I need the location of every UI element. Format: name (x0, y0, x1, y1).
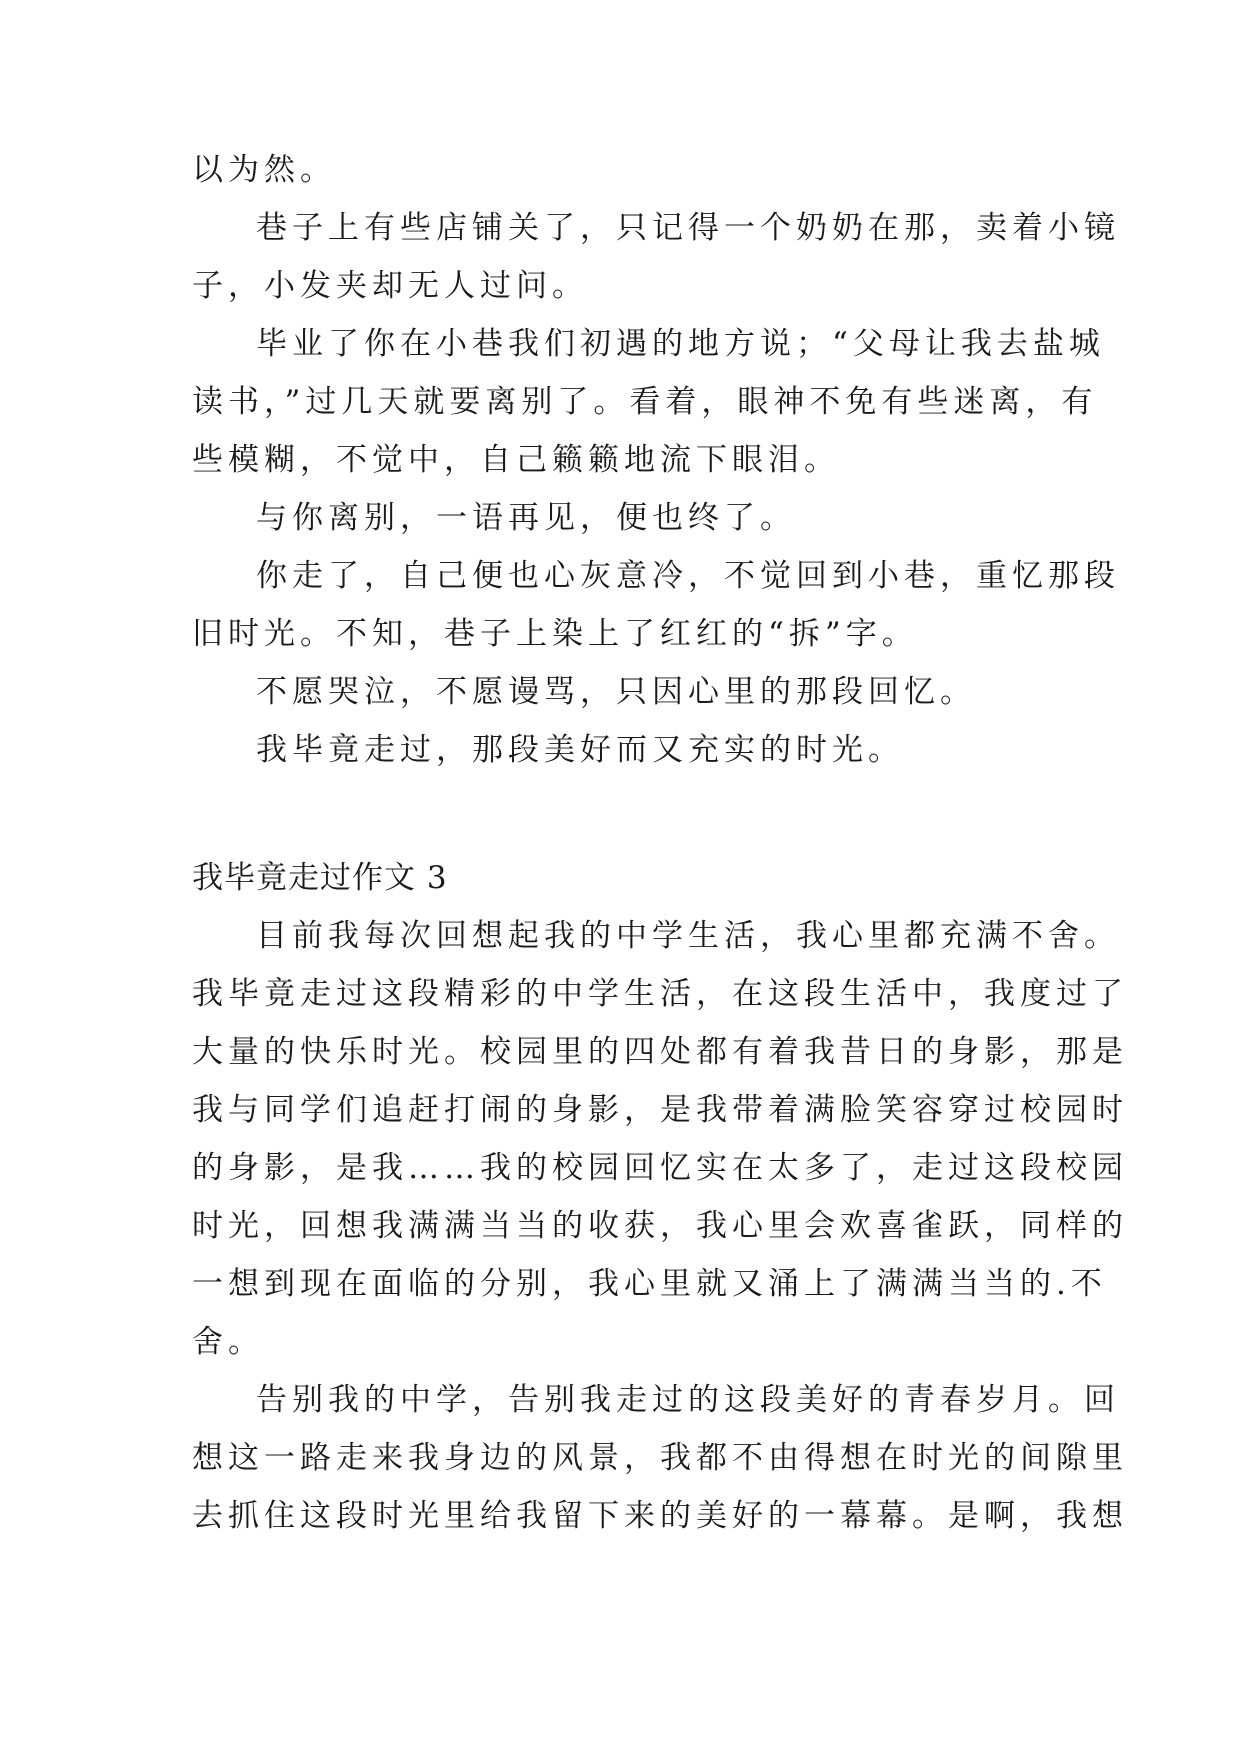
text-line: 一想到现在面临的分别，我心里就又涌上了满满当当的.不 (192, 1266, 1107, 1302)
paragraph-line: 目前我每次回想起我的中学生活，我心里都充满不舍。 (256, 918, 1120, 954)
text-line: 我毕竟走过这段精彩的中学生活，在这段生活中，我度过了 (192, 976, 1128, 1012)
text-line: 以为然。 (192, 152, 336, 188)
paragraph-line: 毕业了你在小巷我们初遇的地方说；“父母让我去盐城 (256, 326, 1105, 362)
text-line: 去抓住这段时光里给我留下来的美好的一幕幕。是啊，我想 (192, 1498, 1128, 1534)
paragraph-line: 与你离别，一语再见，便也终了。 (256, 500, 796, 536)
paragraph-line: 你走了，自己便也心灰意冷，不觉回到小巷，重忆那段 (256, 558, 1120, 594)
text-line: 时光，回想我满满当当的收获，我心里会欢喜雀跃，同样的 (192, 1208, 1128, 1244)
paragraph-line: 巷子上有些店铺关了，只记得一个奶奶在那，卖着小镜 (256, 210, 1120, 246)
text-line: 旧时光。不知，巷子上染上了红红的“拆”字。 (192, 616, 918, 652)
text-line: 想这一路走来我身边的风景，我都不由得想在时光的间隙里 (192, 1440, 1128, 1476)
text-line: 的身影，是我……我的校园回忆实在太多了，走过这段校园 (192, 1150, 1128, 1186)
text-line: 舍。 (192, 1324, 264, 1360)
text-line: 我与同学们追赶打闹的身影，是我带着满脸笑容穿过校园时 (192, 1092, 1128, 1128)
text-line: 子，小发夹却无人过问。 (192, 268, 588, 304)
text-line: 大量的快乐时光。校园里的四处都有着我昔日的身影，那是 (192, 1034, 1128, 1070)
paragraph-line: 我毕竟走过，那段美好而又充实的时光。 (256, 732, 904, 768)
paragraph-line: 告别我的中学，告别我走过的这段美好的青春岁月。回 (256, 1382, 1120, 1418)
text-line: 些模糊，不觉中，自己籁籁地流下眼泪。 (192, 442, 840, 478)
text-line: 读书，”过几天就要离别了。看着，眼神不免有些迷离，有 (192, 384, 1098, 420)
paragraph-line: 不愿哭泣，不愿谩骂，只因心里的那段回忆。 (256, 674, 976, 710)
section-heading: 我毕竟走过作文 3 (192, 860, 448, 896)
